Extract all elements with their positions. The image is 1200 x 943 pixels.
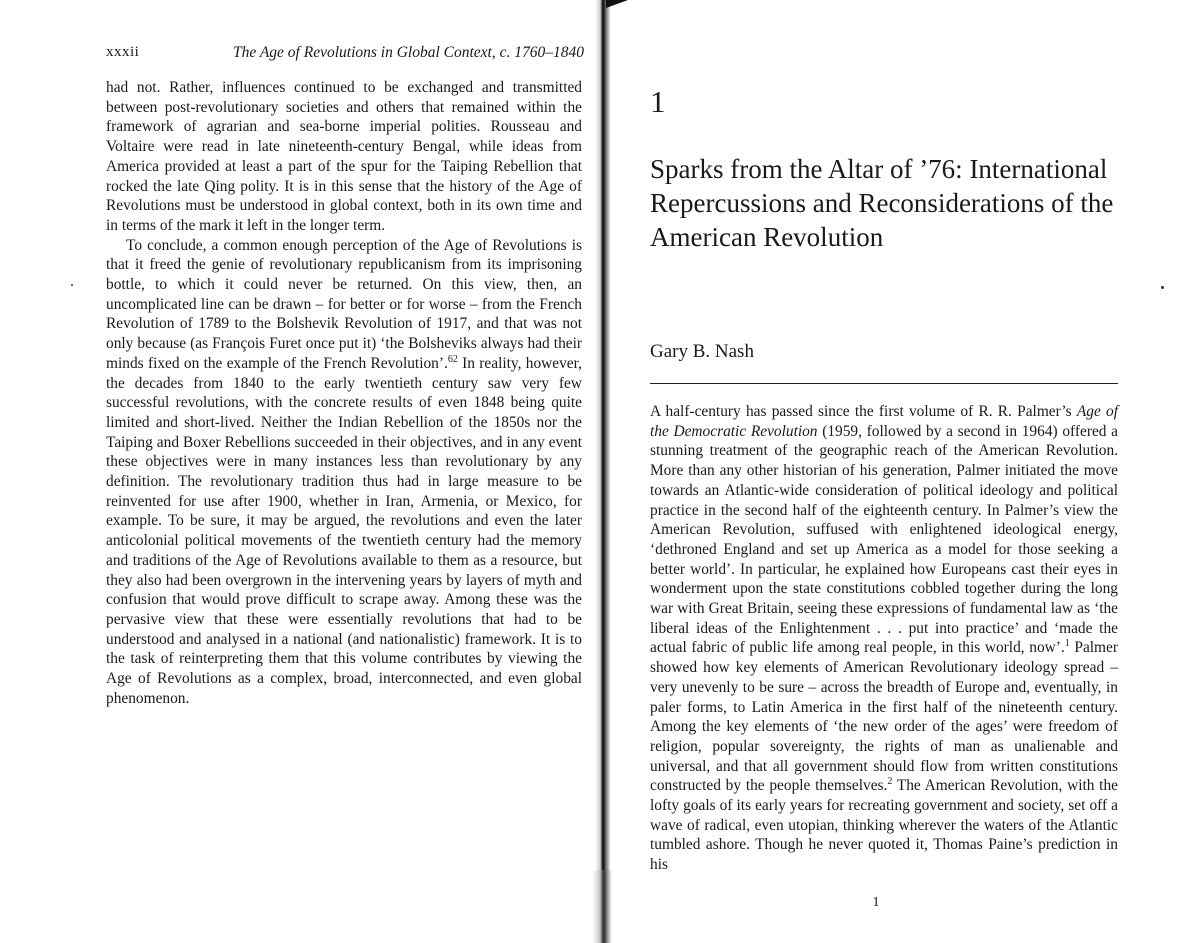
right-body-text	[650, 402, 1118, 875]
paragraph	[650, 402, 1118, 875]
right-page-number: 1	[872, 895, 880, 910]
running-title: The Age of Revolutions in Global Context, c. 1760–1840	[232, 44, 584, 61]
left-body-text	[106, 78, 582, 709]
paragraph-text: In reality, however, the decades from 1840 to the early twentieth century saw very few successful revolutions, with the concrete results of even 1848 being quite limited and short-lived. Neither the Indian Rebellion of the 1850s nor the Taiping and Boxer Rebellions succeeded in their objectives, and in any event these objectives were in many instances less than revolutionary by any definition. The revolutionary tradition thus had in large measure to be reinvented for use after 1900, whether in Iran, Armenia, or Mexico, for example. To be sure, it may be argued, the revolutions and even the later anticolonial political movements of the twentieth century had the memory and traditions of the Age of Revolutions available to them as a resource, but they also had been overgrown in the intervening years by layers of myth and confusion that would prove difficult to scrape away. Among these was the pervasive view that these were essentially revolutions that had to be understood and analysed in a national (and nationalistic) framework. It is to the task of reinterpreting them that this volume contributes by viewing the Age of Revolutions as a complex, broad, interconnected, and even global phenomenon.	[106, 354, 582, 707]
paragraph-text: (1959, followed by a second in 1964) offered a stunning treatment of the geographic reach of the American Revolution. More than any other historian of his generation, Palmer initiated the move towards an Atlantic-wide consideration of political ideology and political practice in the second half of the eighteenth century. In Palmer’s view the American Revolution, suffused with enlightened ideological energy, ‘dethroned England and set up America as a model for those seeking a better world’. In particular, he explained how Europeans cast their eyes in wonderment upon the state constitutions cobbled together during the long war with Great Britain, seeing these expressions of fundamental law as ‘the liberal ideas of the Enlightenment . . . put into practice’ and ‘made the actual fabric of public life among real people, in this world, now’.	[650, 422, 1118, 657]
book-spine	[596, 0, 610, 943]
chapter-number: 1	[650, 84, 666, 119]
paragraph-text: Palmer showed how key elements of American Revolutionary ideology spread – very unevenly to be sure – across the breadth of Europe and, eventually, in paler forms, to Latin America in the first half of the nineteenth century. Among the key elements of ‘the new order of the ages’ were freedom of religion, popular sovereignty, the rights of man as unalienable and universal, and that all government should flow from written constitutions constructed by the people themselves.	[650, 639, 1118, 795]
chapter-author: Gary B. Nash	[650, 341, 754, 362]
chapter-title: Sparks from the Altar of ’76: International Repercussions and Reconsiderations of the American Revolution	[650, 154, 1114, 252]
scan-speck	[71, 284, 73, 286]
spine-foot-shadow	[592, 870, 612, 943]
footnote-marker: 1	[1064, 638, 1070, 650]
left-page-number: xxxii	[106, 44, 140, 60]
paragraph-text: The American Revolution, with the lofty goals of its early years for recreating government and society, set off a wave of radical, even utopian, thinking wherever the waters of the Atlantic tumbled ashore. Though he never quoted it, Thomas Paine’s prediction in his	[650, 777, 1118, 874]
title-rule-divider	[650, 383, 1118, 384]
paragraph	[106, 78, 582, 236]
paragraph-text: A half-century has passed since the first volume of R. R. Palmer’s	[650, 403, 1077, 420]
book-title-italic: Age of the Democratic Revolution	[650, 403, 1119, 440]
footnote-marker: 2	[887, 776, 893, 788]
paragraph-text: had not. Rather, influences continued to be exchanged and transmitted between post-revolutionary societies and others that remained within the framework of agrarian and sea-borne imperial polities. Rousseau and Voltaire were read in late nineteenth-century Bengal, while ideas from America provided at least a part of the spur for the Taiping Rebellion that rocked the late Qing polity. It is in this sense that the history of the Age of Revolutions must be understood in global context, both in its own time and in terms of the mark it left in the longer term.	[106, 79, 582, 234]
footnote-marker: 62	[447, 353, 458, 365]
paragraph-text: To conclude, a common enough perception of the Age of Revolutions is that it freed the genie of revolutionary republicanism from its imprisoning bottle, to which it could never be returned. On this view, then, an uncomplicated line can be drawn – for better or for worse – from the French Revolution of 1789 to the Bolshevik Revolution of 1917, and that was not only because (as François Furet once put it) ‘the Bolsheviks always had their minds fixed on the example of the French Revolution’.	[106, 236, 582, 372]
scan-speck	[1161, 286, 1164, 289]
running-head	[106, 44, 584, 64]
paragraph	[106, 236, 582, 709]
